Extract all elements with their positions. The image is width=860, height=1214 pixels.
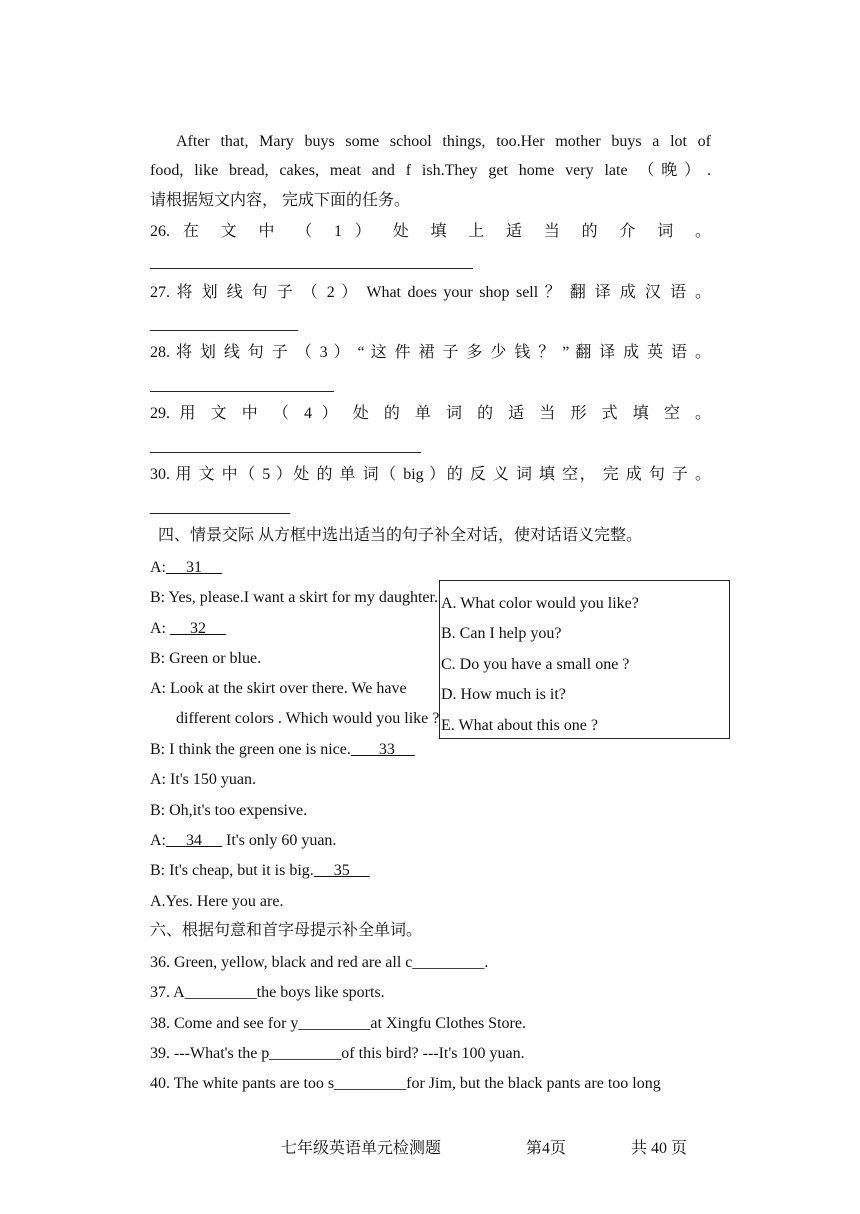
answer-line-27[interactable]	[150, 330, 298, 331]
answer-line-30[interactable]	[150, 513, 290, 514]
question-39: 39. ---What's the p_________of this bird? ---It's 100 yuan.	[150, 1045, 525, 1062]
blank-38[interactable]: _________	[298, 1015, 371, 1032]
dialogue-line-7: B: I think the green one is nice. 33	[150, 741, 415, 758]
answer-line-26[interactable]	[150, 268, 473, 269]
question-37: 37. A_________the boys like sports.	[150, 984, 385, 1001]
option-c: C. Do you have a small one ?	[441, 656, 630, 673]
blank-36[interactable]: _________	[412, 954, 485, 971]
dialogue-line-9: B: Oh,it's too expensive.	[150, 802, 308, 819]
question-36: 36. Green, yellow, black and red are all c_________.	[150, 954, 489, 971]
dialogue-line-8: A: It's 150 yuan.	[150, 771, 256, 788]
question-38: 38. Come and see for y_________at Xingfu Clothes Store.	[150, 1015, 526, 1032]
dialogue-line-6: different colors . Which would you like ?	[176, 710, 440, 727]
blank-35[interactable]: 35	[313, 862, 370, 879]
blank-34[interactable]: 34	[166, 832, 222, 849]
blank-37[interactable]: _________	[184, 984, 257, 1001]
dialogue-line-12: A.Yes. Here you are.	[150, 893, 284, 910]
blank-39[interactable]: _________	[269, 1045, 342, 1062]
blank-32[interactable]: 32	[170, 620, 226, 637]
task-26: 26. 在 文 中 （ 1 ） 处 填 上 适 当 的 介 词 。	[150, 223, 711, 240]
footer-total-pages: 共 40 页	[631, 1140, 688, 1157]
task-29: 29. 用 文 中 （ 4 ） 处 的 单 词 的 适 当 形 式 填 空 。	[150, 405, 711, 422]
option-a: A. What color would you like?	[441, 595, 639, 612]
dialogue-line-1: A: 31	[150, 559, 222, 576]
dialogue-line-3: A: 32	[150, 620, 226, 637]
section-4-heading: 四、情景交际 从方框中选出适当的句子补全对话，使对话语义完整。	[158, 527, 643, 544]
footer-page-number: 第4页	[526, 1140, 567, 1157]
footer-title: 七年级英语单元检测题	[281, 1140, 442, 1157]
dialogue-line-11: B: It's cheap, but it is big. 35	[150, 862, 370, 879]
blank-31[interactable]: 31	[166, 559, 222, 576]
option-e: E. What about this one ?	[441, 717, 598, 734]
dialogue-line-5: A: Look at the skirt over there. We have	[150, 680, 407, 697]
section-6-heading: 六、根据句意和首字母提示补全单词。	[150, 922, 423, 939]
blank-40[interactable]: _________	[334, 1075, 407, 1092]
passage-line-1: After that, Mary buys some school things, too.Her mother buys a lot of	[176, 133, 711, 150]
task-instruction: 请根据短文内容， 完成下面的任务。	[150, 192, 411, 209]
task-30: 30. 用 文 中（ 5 ）处 的 单 词（ big ）的 反 义 词 填 空， 完 成 句 子 。	[150, 466, 711, 483]
blank-33[interactable]: 33	[350, 741, 415, 758]
task-28: 28. 将 划 线 句 子 （ 3 ） “ 这 件 裙 子 多 少 钱 ？ ” 翻 译 成 英 语 。	[150, 344, 711, 361]
answer-line-28[interactable]	[150, 391, 334, 392]
task-27: 27. 将 划 线 句 子 （ 2 ） What does your shop sell ？ 翻 译 成 汉 语 。	[150, 284, 711, 301]
question-40: 40. The white pants are too s_________for Jim, but the black pants are too long	[150, 1075, 661, 1092]
dialogue-line-10: A: 34 It's only 60 yuan.	[150, 832, 337, 849]
option-d: D. How much is it?	[441, 686, 566, 703]
dialogue-line-4: B: Green or blue.	[150, 650, 262, 667]
passage-line-2: food, like bread, cakes, meat and f ish.They get home very late （晚）.	[150, 162, 711, 179]
option-b: B. Can I help you?	[441, 625, 562, 642]
dialogue-line-2: B: Yes, please.I want a skirt for my daughter.	[150, 589, 438, 606]
answer-line-29[interactable]	[150, 452, 421, 453]
